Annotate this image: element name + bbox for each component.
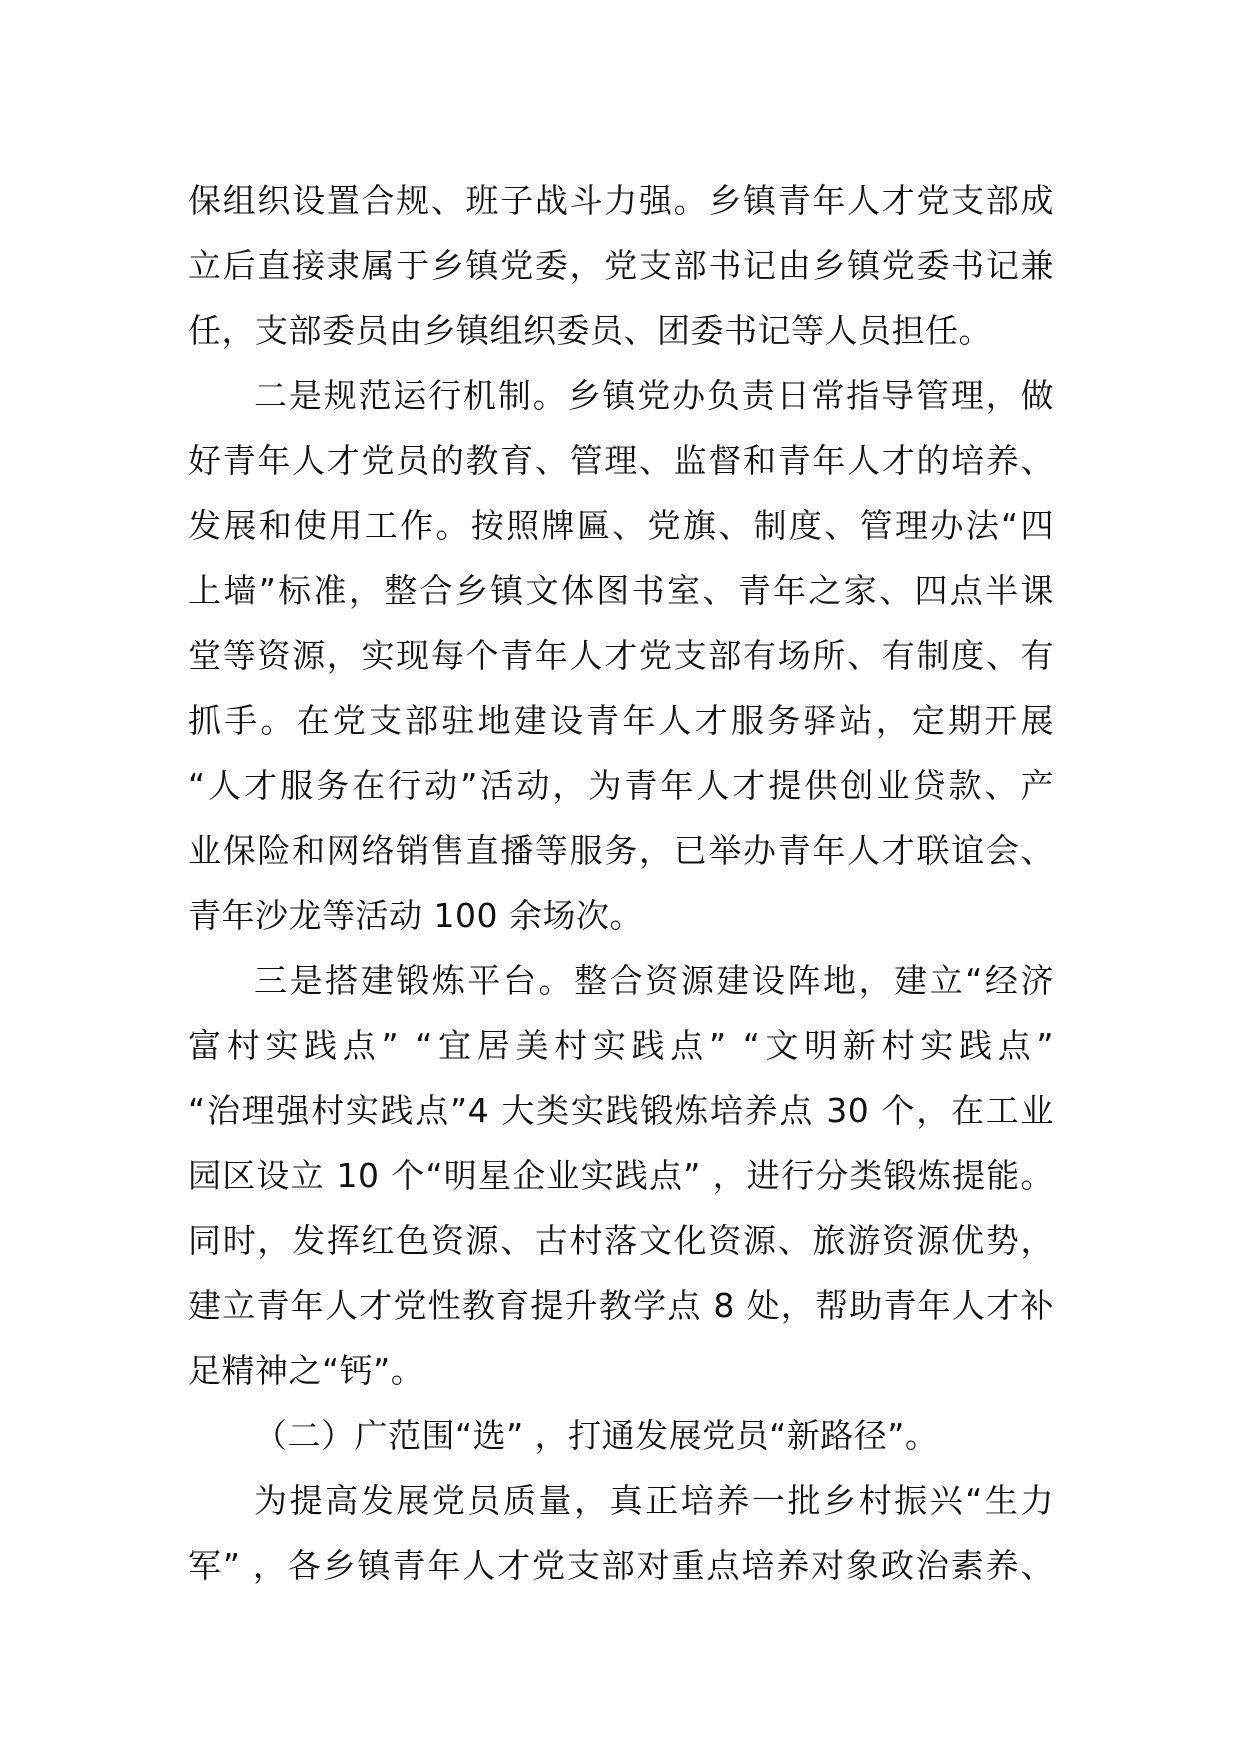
document-body (188, 168, 1054, 1598)
text-line: 抓手。在党支部驻地建设青年人才服务驿站，定期开展 (188, 701, 1054, 740)
paragraph-first-line: 三是搭建锻炼平台。整合资源建设阵地，建立“经济 (254, 961, 1054, 1000)
paragraph-first-line: 为提高发展党员质量，真正培养一批乡村振兴“生力 (254, 1481, 1054, 1520)
text-line: 好青年人才党员的教育、管理、监督和青年人才的培养、 (188, 441, 1054, 480)
text-line: 发展和使用工作。按照牌匾、党旗、制度、管理办法“四 (188, 506, 1054, 545)
text-line: 同时，发挥红色资源、古村落文化资源、旅游资源优势， (188, 1221, 1054, 1260)
text-line: 业保险和网络销售直播等服务，已举办青年人才联谊会、 (188, 831, 1054, 870)
text-line: 堂等资源，实现每个青年人才党支部有场所、有制度、有 (188, 636, 1054, 675)
text-line: 青年沙龙等活动 100 余场次。 (188, 896, 643, 935)
text-line: 足精神之“钙”。 (188, 1351, 425, 1390)
text-line: 建立青年人才党性教育提升教学点 8 处，帮助青年人才补 (188, 1286, 1054, 1325)
text-line: 立后直接隶属于乡镇党委，党支部书记由乡镇党委书记兼 (188, 246, 1054, 285)
paragraph-first-line: （二）广范围“选” ，打通发展党员“新路径”。 (254, 1416, 939, 1455)
text-line: 保组织设置合规、班子战斗力强。乡镇青年人才党支部成 (188, 181, 1054, 220)
text-line: 任，支部委员由乡镇组织委员、团委书记等人员担任。 (188, 311, 992, 350)
text-line: 上墙”标准，整合乡镇文体图书室、青年之家、四点半课 (188, 571, 1054, 610)
text-line: 军” ，各乡镇青年人才党支部对重点培养对象政治素养、 (188, 1546, 1054, 1585)
text-line: 富村实践点” “宜居美村实践点” “文明新村实践点” (188, 1026, 1054, 1065)
text-line: “治理强村实践点”4 大类实践锻炼培养点 30 个，在工业 (188, 1091, 1054, 1130)
paragraph-first-line: 二是规范运行机制。乡镇党办负责日常指导管理，做 (254, 376, 1054, 415)
text-line: 园区设立 10 个“明星企业实践点” ，进行分类锻炼提能。 (188, 1156, 1054, 1195)
text-line: “人才服务在行动”活动，为青年人才提供创业贷款、产 (188, 766, 1054, 805)
